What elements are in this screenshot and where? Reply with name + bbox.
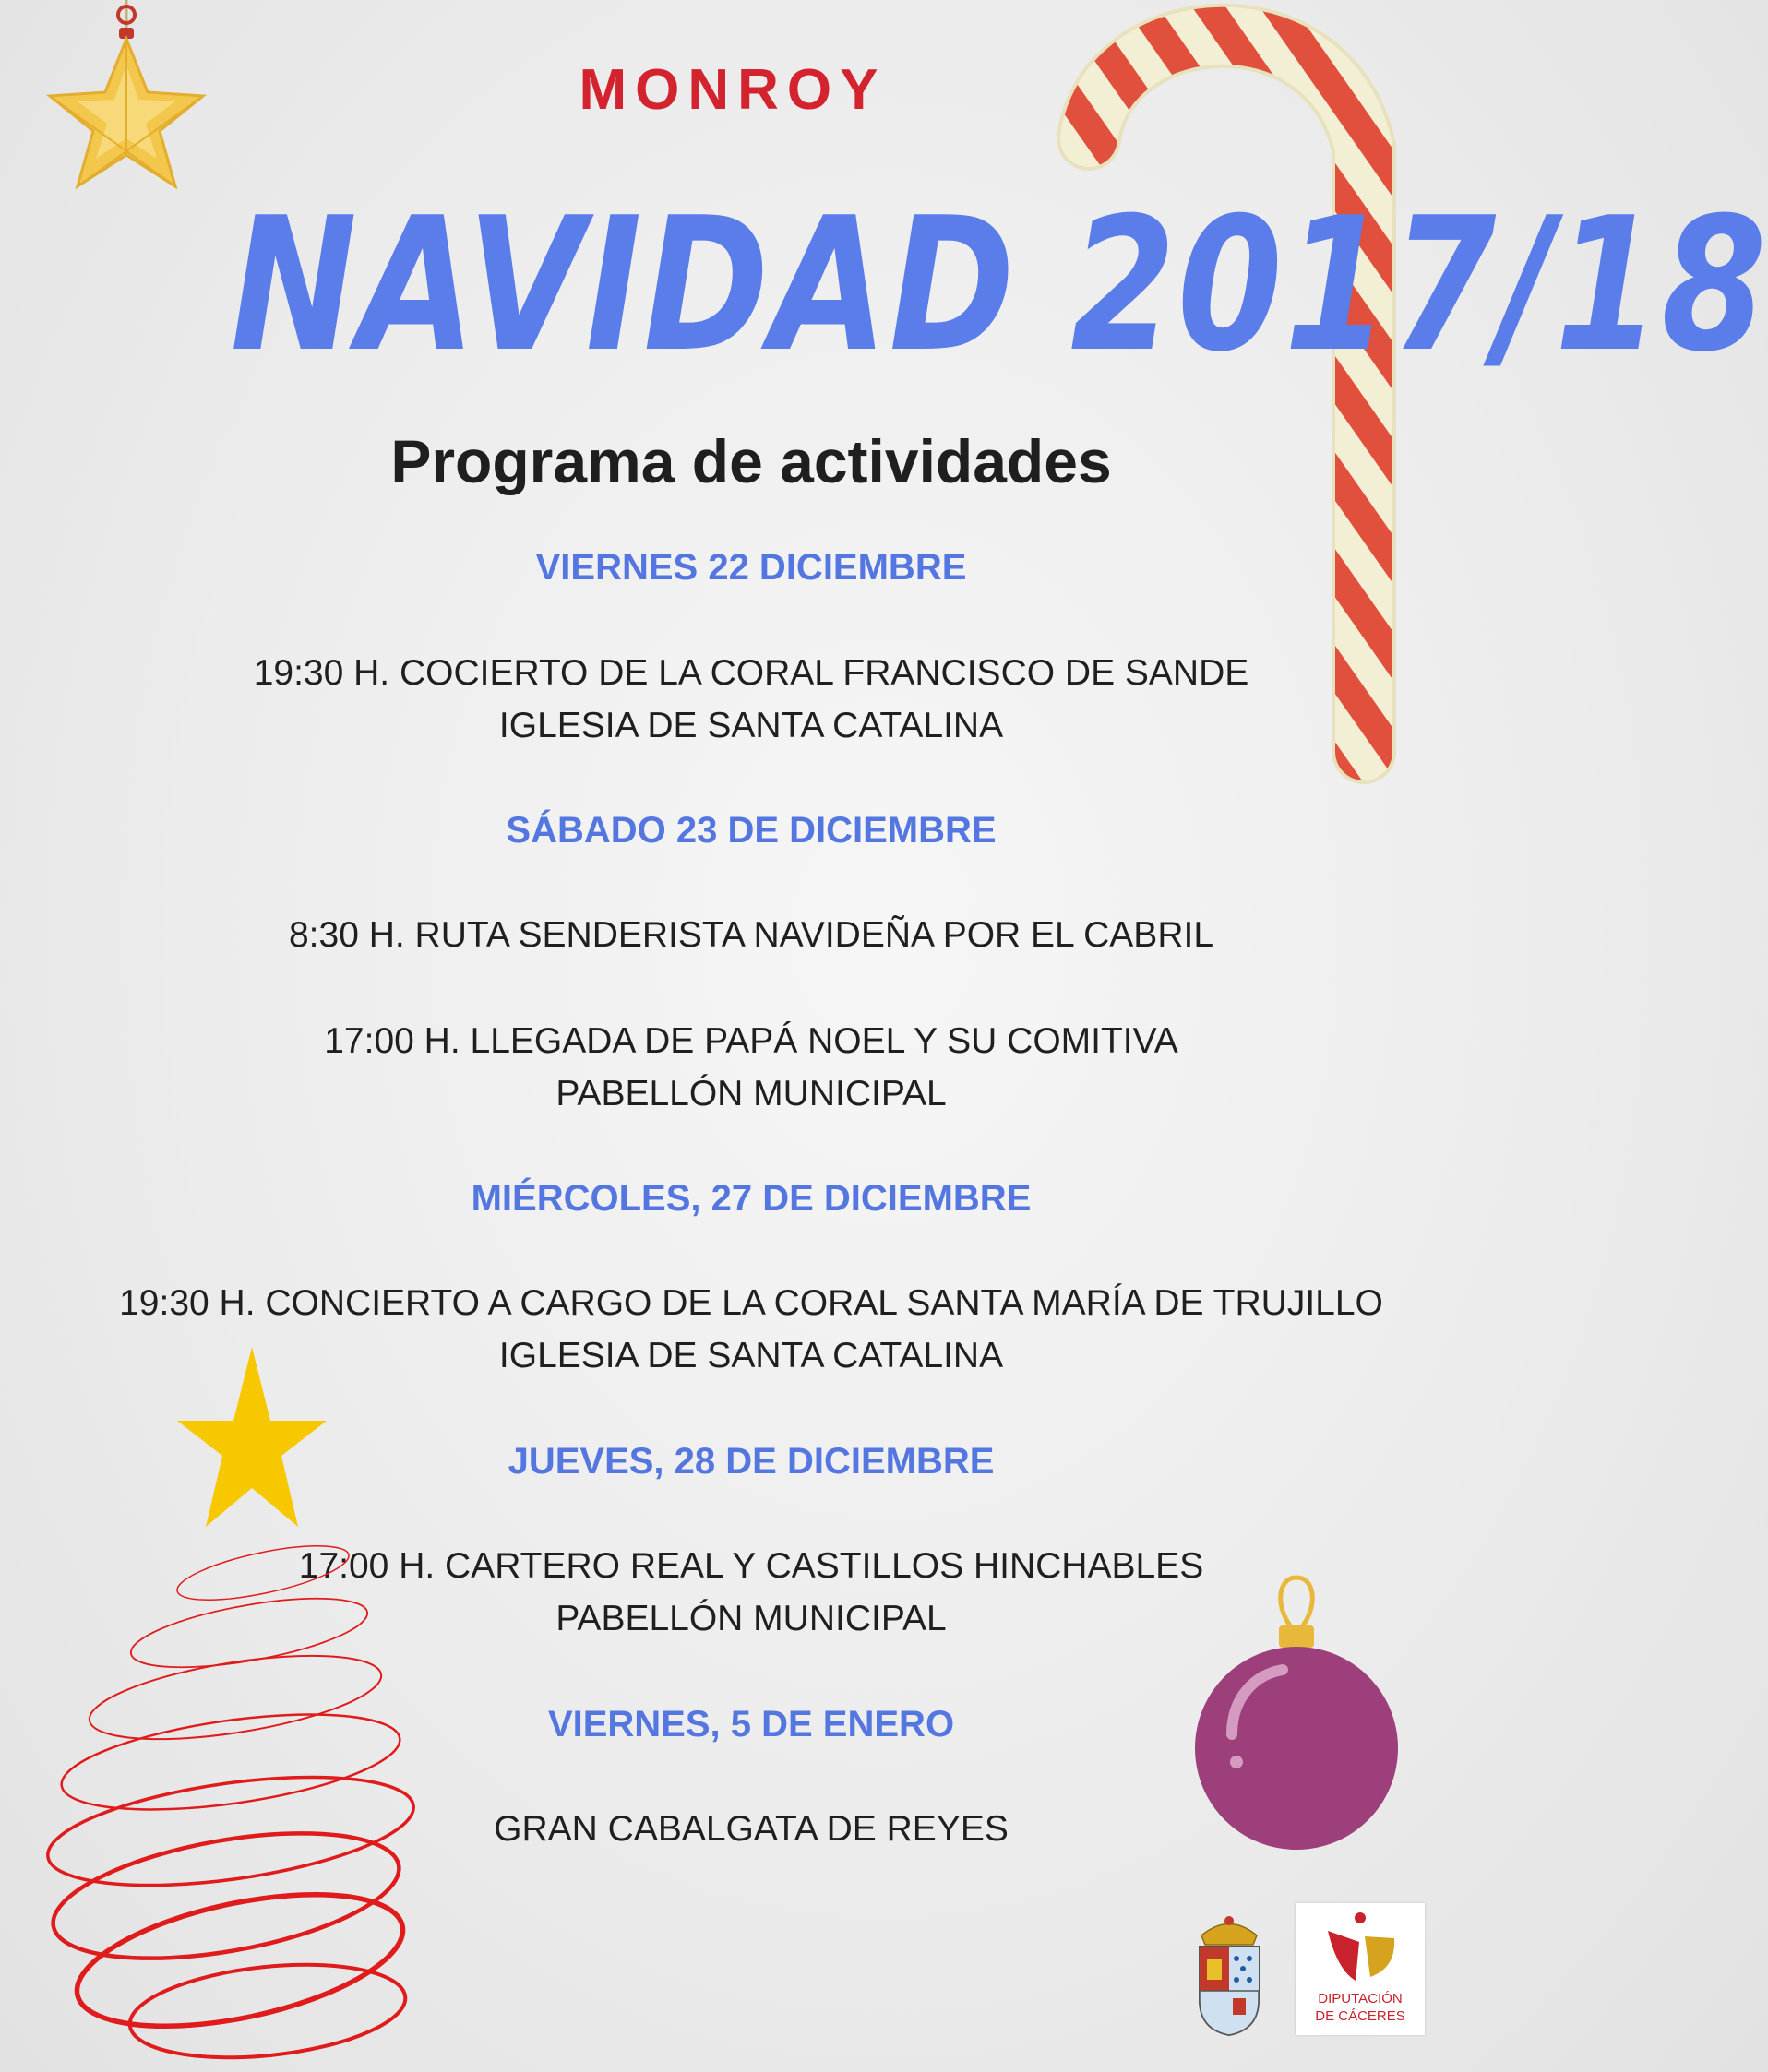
day-heading: VIERNES 22 DICIEMBRE	[535, 547, 967, 588]
day-heading: VIERNES, 5 DE ENERO	[547, 1704, 955, 1745]
event-line: 19:30 H. COCIERTO DE LA CORAL FRANCISCO DE SANDE	[253, 653, 1249, 693]
event-line: 17:00 H. LLEGADA DE PAPÁ NOEL Y SU COMITIVA	[324, 1021, 1178, 1061]
coat-of-arms-icon	[1192, 1908, 1266, 2037]
event-venue: PABELLÓN MUNICIPAL	[555, 1074, 947, 1113]
program-subtitle: Programa de actividades	[390, 427, 1112, 495]
christmas-tree-spiral-icon	[37, 1342, 471, 2071]
event-line: 8:30 H. RUTA SENDERISTA NAVIDEÑA POR EL CABRIL	[288, 915, 1214, 955]
day-heading: MIÉRCOLES, 27 DE DICIEMBRE	[471, 1178, 1032, 1219]
day-heading: SÁBADO 23 DE DICIEMBRE	[506, 810, 997, 851]
event-line: 17:00 H. CARTERO REAL Y CASTILLOS HINCHABLES	[298, 1546, 1204, 1586]
event-venue: IGLESIA DE SANTA CATALINA	[498, 1336, 1004, 1375]
day-heading: JUEVES, 28 DE DICIEMBRE	[508, 1441, 995, 1482]
event-line: GRAN CABALGATA DE REYES	[494, 1809, 1009, 1849]
event-line: 19:30 H. CONCIERTO A CARGO DE LA CORAL SANTA MARÍA DE TRUJILLO	[119, 1283, 1383, 1323]
event-venue: PABELLÓN MUNICIPAL	[555, 1599, 947, 1638]
diputacion-logo-icon	[1296, 1903, 1425, 2035]
diputacion-name-line1: DIPUTACIÓN	[1318, 1991, 1403, 2007]
diputacion-name-line2: DE CÁCERES	[1315, 2008, 1405, 2024]
event-headline: NAVIDAD 2017/18	[230, 178, 1768, 393]
town-name: MONROY	[579, 58, 887, 122]
event-venue: IGLESIA DE SANTA CATALINA	[498, 706, 1004, 745]
bauble-ornament-icon	[1190, 1568, 1403, 1864]
